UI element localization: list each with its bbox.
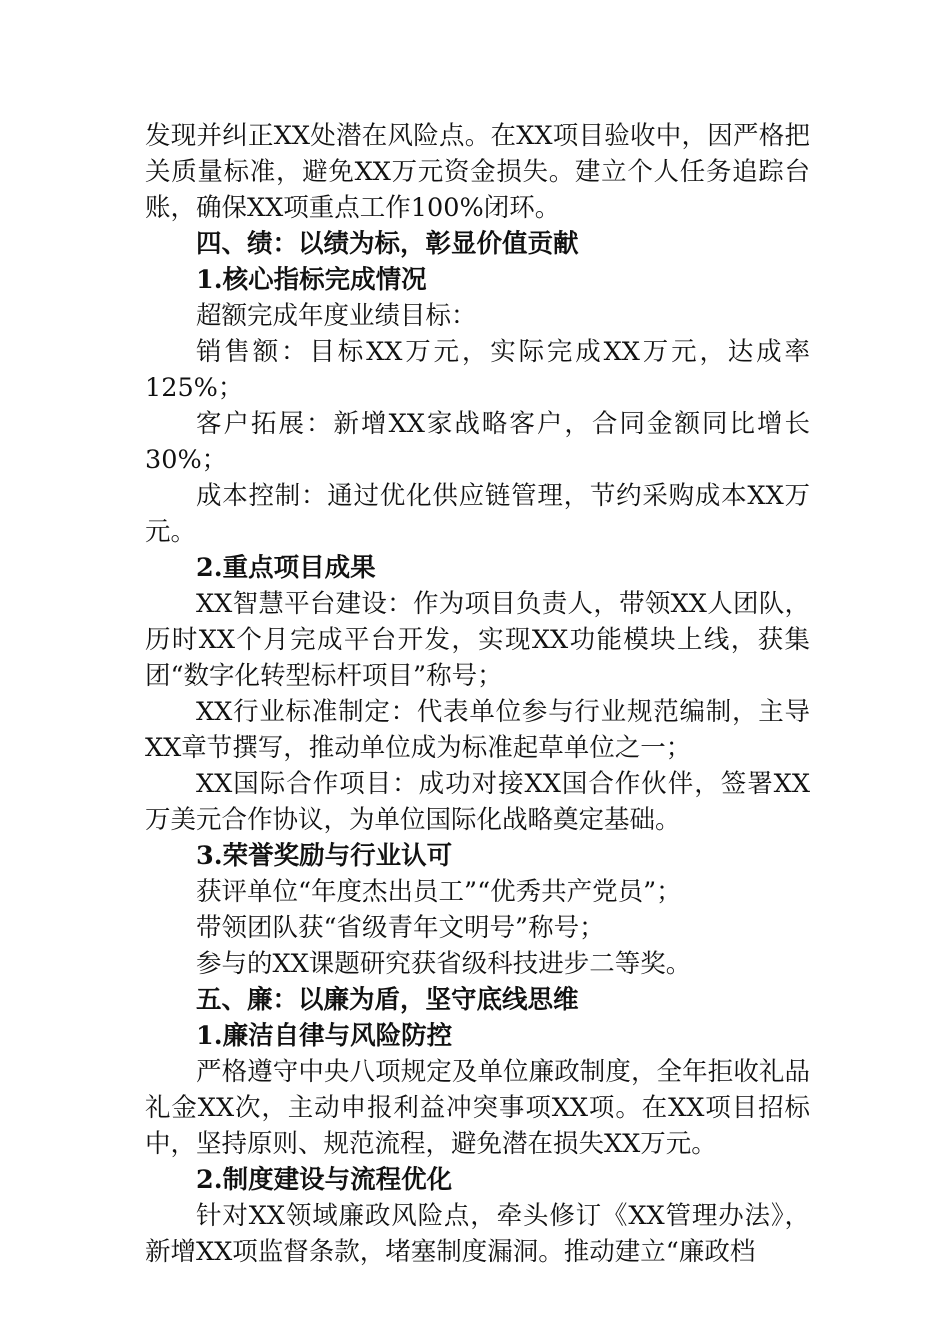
paragraph-sales: 销售额：目标XX万元，实际完成XX万元，达成率125%； [145, 337, 810, 403]
paragraph-honor-team: 带领团队获“省级青年文明号”称号； [196, 913, 605, 943]
subheading-core-indicators: 1.核心指标完成情况 [196, 265, 427, 295]
subheading-self-discipline: 1.廉洁自律与风险防控 [196, 1021, 453, 1051]
paragraph-honor-research: 参与的XX课题研究获省级科技进步二等奖。 [196, 949, 692, 979]
paragraph-annual-target: 超额完成年度业绩目标： [196, 301, 477, 331]
section-heading-integrity: 五、廉：以廉为盾，坚守底线思维 [196, 985, 579, 1015]
subheading-system-building: 2.制度建设与流程优化 [196, 1165, 453, 1195]
paragraph-honor-employee: 获评单位“年度杰出员工”“优秀共产党员”； [196, 877, 682, 907]
paragraph-self-discipline: 严格遵守中央八项规定及单位廉政制度，全年拒收礼品礼金XX次，主动申报利益冲突事项XX项。在XX项目招标中，坚持原则、规范流程，避免潜在损失XX万元。 [145, 1057, 810, 1159]
document-body [145, 118, 810, 1270]
paragraph-customers: 客户拓展：新增XX家战略客户，合同金额同比增长30%； [145, 409, 810, 475]
section-heading-performance: 四、绩：以绩为标，彰显价值贡献 [196, 229, 579, 259]
paragraph-international: XX国际合作项目：成功对接XX国合作伙伴，签署XX万美元合作协议，为单位国际化战略奠定基础。 [145, 769, 810, 835]
paragraph-cost-control: 成本控制：通过优化供应链管理，节约采购成本XX万元。 [145, 481, 810, 547]
subheading-key-projects: 2.重点项目成果 [196, 553, 376, 583]
subheading-honors: 3.荣誉奖励与行业认可 [196, 841, 453, 871]
paragraph-smart-platform: XX智慧平台建设：作为项目负责人，带领XX人团队，历时XX个月完成平台开发，实现XX功能模块上线，获集团“数字化转型标杆项目”称号； [145, 589, 810, 691]
paragraph-system-building: 针对XX领域廉政风险点，牵头修订《XX管理办法》，新增XX项监督条款，堵塞制度漏洞。推动建立“廉政档 [145, 1201, 810, 1267]
paragraph-industry-standard: XX行业标准制定：代表单位参与行业规范编制，主导XX章节撰写，推动单位成为标准起草单位之一； [145, 697, 810, 763]
paragraph-continuation: 发现并纠正XX处潜在风险点。在XX项目验收中，因严格把关质量标准，避免XX万元资金损失。建立个人任务追踪台账，确保XX项重点工作100%闭环。 [145, 121, 810, 223]
